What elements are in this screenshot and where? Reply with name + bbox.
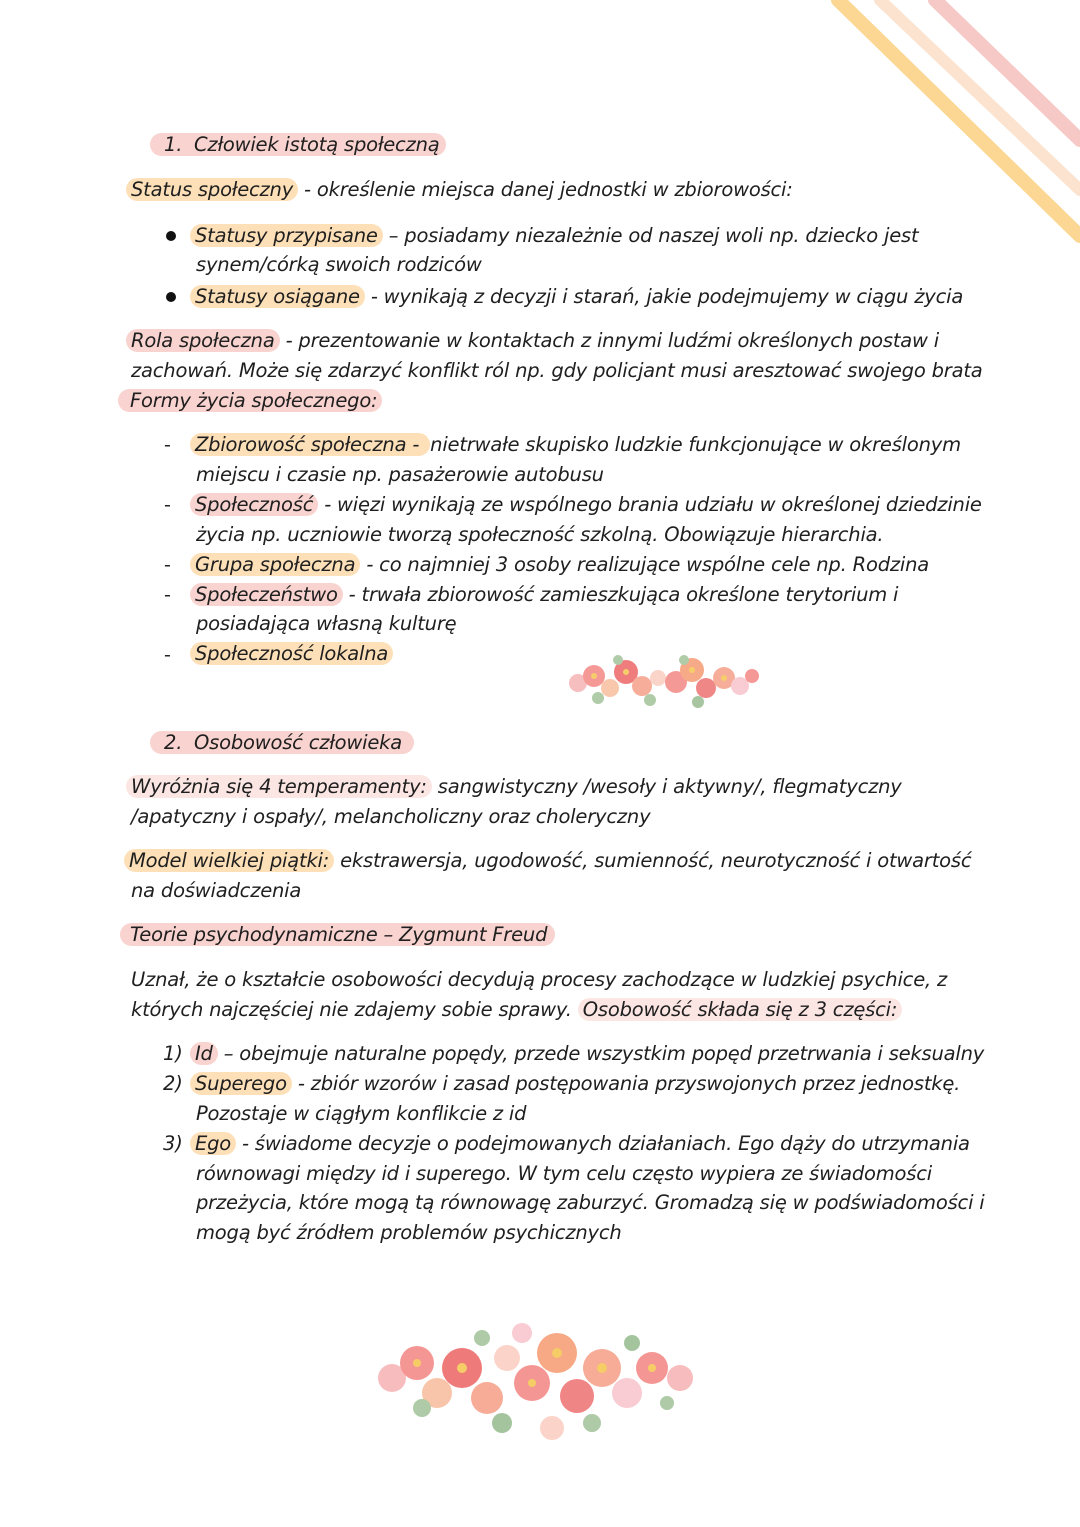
role-definition: Rola społeczna - prezentowanie w kontaktach z innymi ludźmi określonych postaw i — [126, 326, 939, 356]
temperaments-cont: /apatyczny i ospały/, melancholiczny oraz choleryczny — [131, 805, 651, 828]
dash-marker: - — [164, 554, 171, 576]
dash-marker: - — [164, 584, 171, 606]
freud-heading: Teorie psychodynamiczne – Zygmunt Freud — [120, 920, 555, 950]
status-item-2: Statusy osiągane - wynikają z decyzji i starań, jakie podejmujemy w ciągu życia — [190, 282, 963, 312]
part-superego-cont: Pozostaje w ciągłym konflikcie z id — [196, 1102, 527, 1125]
dash-marker: - — [164, 644, 171, 666]
part-ego-cont-2: przeżycia, które mogą tą równowagę zaburzyć. Gromadzą się w podświadomości i — [196, 1191, 985, 1214]
part-number: 1) — [163, 1042, 183, 1065]
form-item-5: Społeczność lokalna — [190, 639, 393, 669]
forms-heading: Formy życia społecznego: — [118, 386, 382, 416]
part-ego-cont-1: równowagi między id i superego. W tym celu często wypiera ze świadomości — [196, 1162, 932, 1185]
status-item-1-cont: synem/córką swoich rodziców — [196, 253, 482, 276]
bullet-icon — [166, 292, 176, 302]
section2-heading: 2. Osobowość człowieka — [150, 728, 414, 758]
flower-decoration-large-icon — [362, 1308, 712, 1458]
part-id: Id – obejmuje naturalne popędy, przede wszystkim popęd przetrwania i seksualny — [190, 1039, 984, 1069]
temperaments-definition: Wyróżnia się 4 temperamenty: sangwistyczny /wesoły i aktywny/, flegmatyczny — [126, 772, 902, 802]
form-item-1: Zbiorowość społeczna - nietrwałe skupisko ludzkie funkcjonujące w określonym — [190, 430, 961, 460]
status-definition: Status społeczny - określenie miejsca danej jednostki w zbiorowości: — [126, 175, 793, 205]
section1-heading: 1. Człowiek istotą społeczną — [150, 130, 446, 160]
form-item-4: Społeczeństwo - trwała zbiorowość zamieszkująca określone terytorium i — [190, 580, 898, 610]
big-five-cont: na doświadczenia — [131, 879, 302, 902]
status-item-1: Statusy przypisane – posiadamy niezależnie od naszej woli np. dziecko jest — [190, 221, 918, 251]
freud-paragraph-line1: Uznał, że o kształcie osobowości decydują procesy zachodzące w ludzkiej psychice, z — [131, 968, 948, 991]
bullet-icon — [166, 231, 176, 241]
form-item-1-cont: miejscu i czasie np. pasażerowie autobusu — [196, 463, 604, 486]
form-item-3: Grupa społeczna - co najmniej 3 osoby realizujące wspólne cele np. Rodzina — [190, 550, 929, 580]
flower-decoration-icon — [558, 648, 764, 718]
form-item-2: Społeczność - więzi wynikają ze wspólnego brania udziału w określonej dziedzinie — [190, 490, 982, 520]
stripe-yellow — [838, 0, 1080, 236]
role-definition-cont: zachowań. Może się zdarzyć konflikt ról np. gdy policjant musi aresztować swojego brata — [131, 359, 983, 382]
form-item-2-cont: życia np. uczniowie tworzą społeczność szkolną. Obowiązuje hierarchia. — [196, 523, 884, 546]
part-ego: Ego - świadome decyzje o podejmowanych działaniach. Ego dąży do utrzymania — [190, 1129, 970, 1159]
part-number: 2) — [163, 1072, 183, 1095]
form-item-4-cont: posiadająca własną kulturę — [196, 612, 457, 635]
part-superego: Superego - zbiór wzorów i zasad postępowania przyswojonych przez jednostkę. — [190, 1069, 960, 1099]
stripe-peach — [880, 0, 1080, 190]
dash-marker: - — [164, 434, 171, 456]
part-number: 3) — [163, 1132, 183, 1155]
freud-paragraph-line2: których najczęściej nie zdajemy sobie sprawy. Osobowość składa się z 3 części: — [131, 995, 902, 1025]
big-five-definition: Model wielkiej piątki: ekstrawersja, ugodowość, sumienność, neurotyczność i otwartość — [124, 846, 971, 876]
dash-marker: - — [164, 494, 171, 516]
part-ego-cont-3: mogą być źródłem problemów psychicznych — [196, 1221, 622, 1244]
